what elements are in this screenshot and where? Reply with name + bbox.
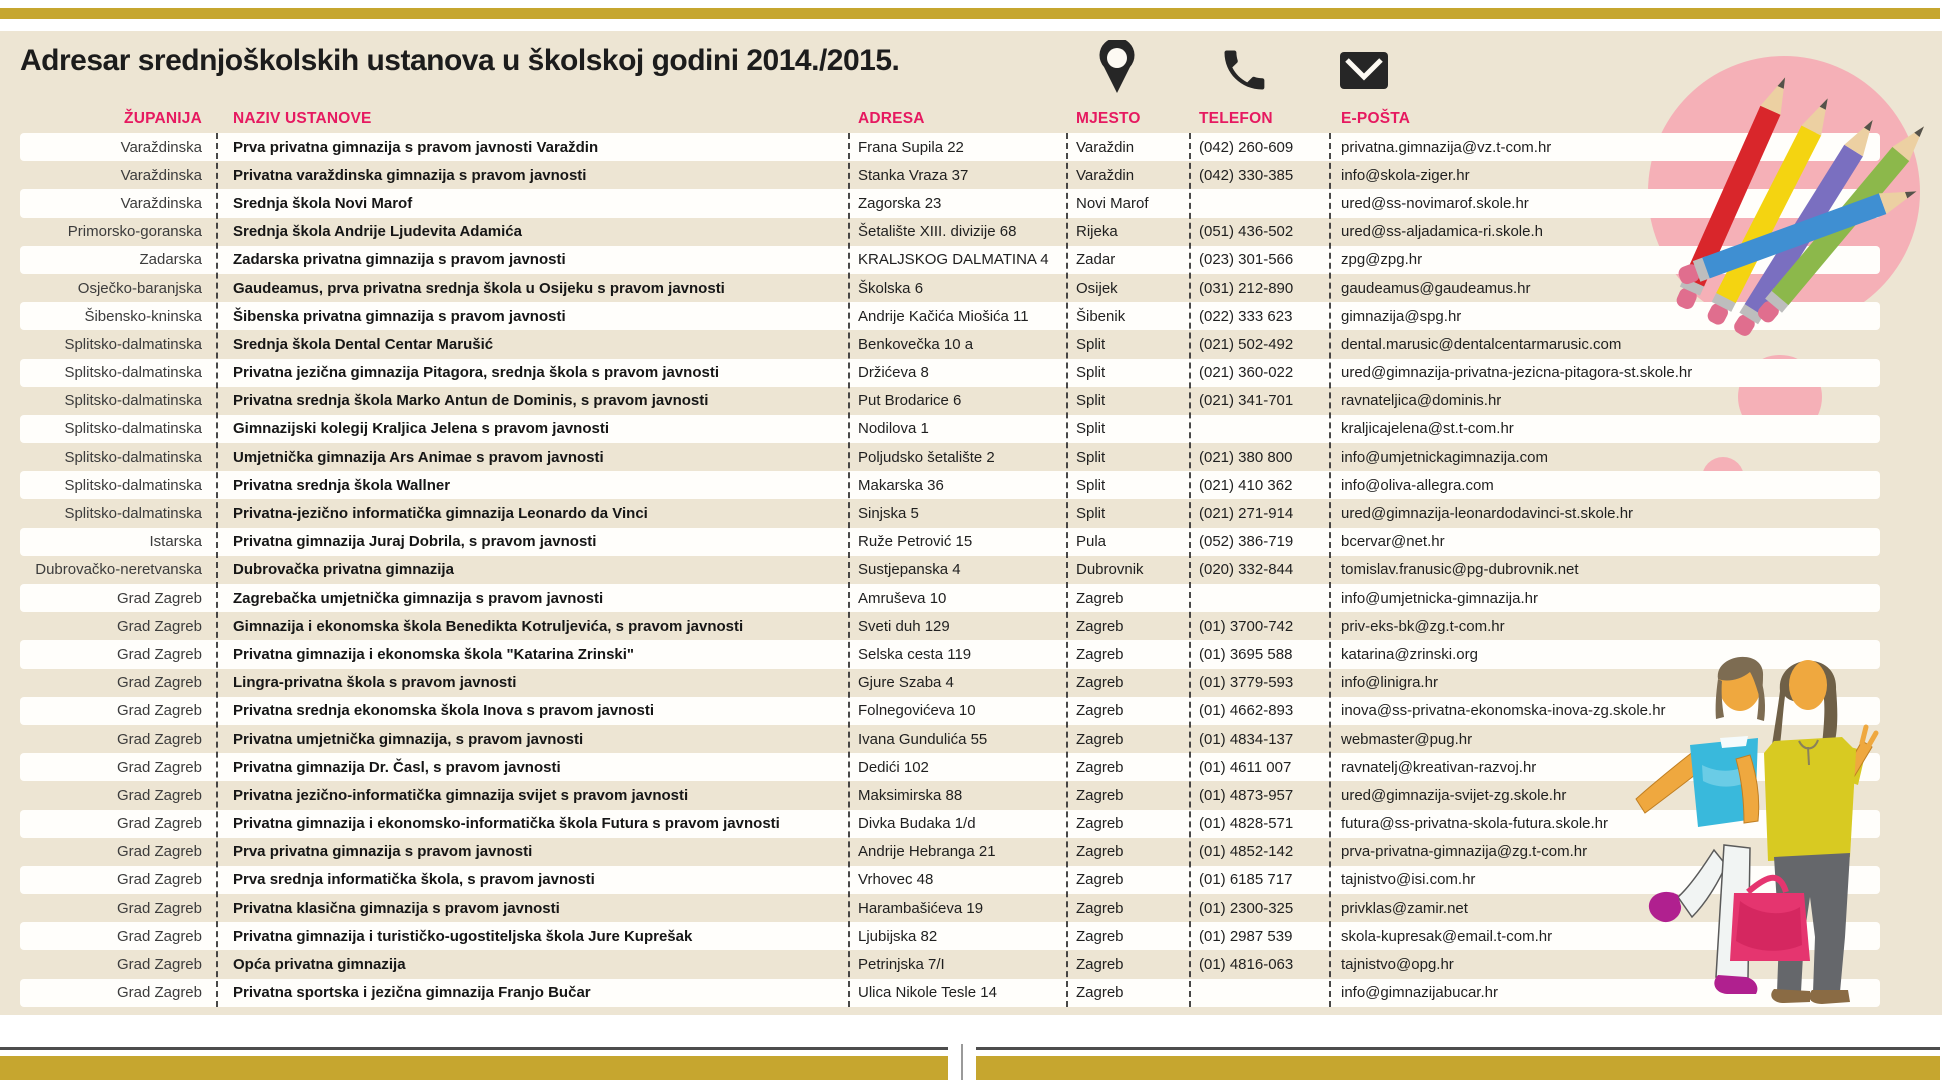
table-row bbox=[20, 556, 1880, 584]
cell-naziv: Privatna srednja škola Wallner bbox=[233, 476, 451, 494]
cell-zupanija: Grad Zagreb bbox=[116, 786, 202, 804]
cell-telefon: (051) 436-502 bbox=[1199, 223, 1294, 241]
cell-zupanija: Grad Zagreb bbox=[116, 589, 202, 607]
cell-zupanija: Grad Zagreb bbox=[116, 899, 202, 917]
table-row bbox=[20, 866, 1880, 894]
cell-telefon: (01) 2300-325 bbox=[1199, 899, 1294, 917]
cell-eposta: inova@ss-privatna-ekonomska-inova-zg.skole.hr bbox=[1341, 702, 1666, 720]
bottom-gold-bar-right bbox=[976, 1056, 1940, 1080]
cell-eposta: tajnistvo@isi.com.hr bbox=[1341, 871, 1476, 889]
cell-telefon: (022) 333 623 bbox=[1199, 307, 1293, 325]
cell-naziv: Privatna jezična gimnazija Pitagora, srednja škola s pravom javnosti bbox=[233, 364, 720, 382]
table-row bbox=[20, 584, 1880, 612]
cell-mjesto: Split bbox=[1076, 476, 1106, 494]
cell-naziv: Umjetnička gimnazija Ars Animae s pravom javnosti bbox=[233, 448, 604, 466]
table-row bbox=[20, 922, 1880, 950]
cell-eposta: skola-kupresak@email.t-com.hr bbox=[1341, 927, 1553, 945]
table-body bbox=[20, 133, 1880, 1007]
cell-naziv: Privatna gimnazija Juraj Dobrila, s pravom javnosti bbox=[233, 533, 597, 551]
cell-adresa: Ljubijska 82 bbox=[858, 927, 938, 945]
cell-mjesto: Zagreb bbox=[1076, 589, 1124, 607]
cell-zupanija: Splitsko-dalmatinska bbox=[64, 448, 202, 466]
cell-eposta: privklas@zamir.net bbox=[1341, 899, 1468, 917]
cell-adresa: Andrije Kačića Miošića 11 bbox=[858, 307, 1029, 325]
cell-telefon: (021) 271-914 bbox=[1199, 505, 1294, 523]
cell-zupanija: Grad Zagreb bbox=[116, 815, 202, 833]
cell-naziv: Privatna srednja škola Marko Antun de Dominis, s pravom javnosti bbox=[233, 392, 709, 410]
cell-eposta: kraljicajelena@st.t-com.hr bbox=[1341, 420, 1514, 438]
table-row bbox=[20, 810, 1880, 838]
cell-zupanija: Splitsko-dalmatinska bbox=[64, 476, 202, 494]
cell-eposta: ured@ss-aljadamica-ri.skole.h bbox=[1341, 223, 1543, 241]
bottom-rule-left bbox=[0, 1047, 948, 1050]
cell-telefon: (01) 6185 717 bbox=[1199, 871, 1293, 889]
cell-eposta: info@oliva-allegra.com bbox=[1341, 476, 1494, 494]
cell-eposta: info@umjetnicka-gimnazija.hr bbox=[1341, 589, 1538, 607]
pencils-illustration bbox=[1630, 30, 1957, 365]
cell-mjesto: Varaždin bbox=[1076, 166, 1135, 184]
col-header-eposta: E-POŠTA bbox=[1341, 110, 1411, 127]
top-gold-bar bbox=[0, 8, 1940, 19]
cell-mjesto: Split bbox=[1076, 335, 1106, 353]
cell-mjesto: Zagreb bbox=[1076, 617, 1124, 635]
cell-eposta: gimnazija@spg.hr bbox=[1341, 307, 1462, 325]
column-divider bbox=[848, 133, 850, 1007]
cell-adresa: Ivana Gundulića 55 bbox=[858, 730, 988, 748]
cell-eposta: ravnatelj@kreativan-razvoj.hr bbox=[1341, 758, 1537, 776]
cell-zupanija: Grad Zagreb bbox=[116, 730, 202, 748]
cell-adresa: Školska 6 bbox=[858, 279, 924, 297]
cell-adresa: Stanka Vraza 37 bbox=[858, 166, 969, 184]
cell-naziv: Privatna varaždinska gimnazija s pravom javnosti bbox=[233, 166, 587, 184]
cell-zupanija: Splitsko-dalmatinska bbox=[64, 335, 202, 353]
phone-icon bbox=[1218, 44, 1270, 101]
cell-naziv: Opća privatna gimnazija bbox=[233, 956, 406, 974]
table-row bbox=[20, 838, 1880, 866]
cell-eposta: gaudeamus@gaudeamus.hr bbox=[1341, 279, 1531, 297]
cell-adresa: Folnegovićeva 10 bbox=[858, 702, 976, 720]
cell-telefon: (052) 386-719 bbox=[1199, 533, 1294, 551]
cell-naziv: Srednja škola Novi Marof bbox=[233, 194, 413, 212]
column-divider bbox=[216, 133, 218, 1007]
cell-telefon: (031) 212-890 bbox=[1199, 279, 1294, 297]
cell-naziv: Privatna gimnazija i turističko-ugostiteljska škola Jure Kuprešak bbox=[233, 927, 693, 945]
cell-adresa: Put Brodarice 6 bbox=[858, 392, 962, 410]
column-divider bbox=[1189, 133, 1191, 1007]
page-title: Adresar srednjoškolskih ustanova u školskoj godini 2014./2015. bbox=[20, 44, 900, 77]
cell-adresa: Sustjepanska 4 bbox=[858, 561, 961, 579]
cell-adresa: Sinjska 5 bbox=[858, 505, 919, 523]
cell-naziv: Lingra-privatna škola s pravom javnosti bbox=[233, 674, 517, 692]
cell-zupanija: Grad Zagreb bbox=[116, 617, 202, 635]
cell-naziv: Prva srednja informatička škola, s pravom javnosti bbox=[233, 871, 595, 889]
table-row bbox=[20, 471, 1880, 499]
cell-telefon: (042) 330-385 bbox=[1199, 166, 1294, 184]
cell-naziv: Prva privatna gimnazija s pravom javnosti bbox=[233, 843, 533, 861]
col-header-zupanija: ŽUPANIJA bbox=[124, 110, 202, 127]
cell-zupanija: Splitsko-dalmatinska bbox=[64, 505, 202, 523]
students-illustration bbox=[1628, 645, 1920, 1012]
cell-mjesto: Zagreb bbox=[1076, 899, 1124, 917]
table-row bbox=[20, 612, 1880, 640]
cell-naziv: Šibenska privatna gimnazija s pravom javnosti bbox=[233, 307, 566, 325]
cell-naziv: Dubrovačka privatna gimnazija bbox=[233, 561, 454, 579]
cell-telefon: (021) 380 800 bbox=[1199, 448, 1293, 466]
cell-telefon: (021) 410 362 bbox=[1199, 476, 1293, 494]
cell-telefon: (01) 4662-893 bbox=[1199, 702, 1294, 720]
cell-zupanija: Grad Zagreb bbox=[116, 702, 202, 720]
cell-telefon bbox=[1189, 979, 1329, 1007]
table-row bbox=[20, 359, 1880, 387]
cell-zupanija: Grad Zagreb bbox=[116, 984, 202, 1002]
bottom-rule-right bbox=[976, 1047, 1940, 1050]
cell-telefon: (020) 332-844 bbox=[1199, 561, 1294, 579]
cell-adresa: Šetalište XIII. divizije 68 bbox=[858, 223, 1017, 241]
cell-zupanija: Šibensko-kninska bbox=[84, 307, 202, 325]
cell-adresa: Andrije Hebranga 21 bbox=[858, 843, 996, 861]
cell-naziv: Zadarska privatna gimnazija s pravom javnosti bbox=[233, 251, 566, 269]
cell-zupanija: Grad Zagreb bbox=[116, 758, 202, 776]
table-row bbox=[20, 387, 1880, 415]
col-header-naziv: NAZIV USTANOVE bbox=[233, 110, 372, 127]
table-row bbox=[20, 781, 1880, 809]
table-row bbox=[20, 499, 1880, 527]
cell-zupanija: Grad Zagreb bbox=[116, 674, 202, 692]
cell-zupanija: Splitsko-dalmatinska bbox=[64, 364, 202, 382]
column-divider bbox=[1066, 133, 1068, 1007]
cell-telefon: (021) 360-022 bbox=[1199, 364, 1294, 382]
cell-telefon bbox=[1189, 415, 1329, 443]
cell-eposta: dental.marusic@dentalcentarmarusic.com bbox=[1341, 335, 1622, 353]
cell-adresa: Divka Budaka 1/d bbox=[858, 815, 976, 833]
cell-mjesto: Zagreb bbox=[1076, 871, 1124, 889]
cell-zupanija: Zadarska bbox=[139, 251, 202, 269]
cell-zupanija: Dubrovačko-neretvanska bbox=[35, 561, 202, 579]
cell-mjesto: Zagreb bbox=[1076, 702, 1124, 720]
cell-zupanija: Varaždinska bbox=[120, 194, 202, 212]
cell-adresa: Poljudsko šetalište 2 bbox=[858, 448, 995, 466]
table-row bbox=[20, 528, 1880, 556]
cell-mjesto: Zagreb bbox=[1076, 730, 1124, 748]
cell-mjesto: Zagreb bbox=[1076, 786, 1124, 804]
cell-adresa: KRALJSKOG DALMATINA 4 bbox=[858, 251, 1049, 269]
cell-zupanija: Grad Zagreb bbox=[116, 956, 202, 974]
cell-eposta: info@skola-ziger.hr bbox=[1341, 166, 1470, 184]
table-row bbox=[20, 669, 1880, 697]
cell-zupanija: Varaždinska bbox=[120, 166, 202, 184]
cell-mjesto: Split bbox=[1076, 364, 1106, 382]
cell-telefon: (021) 341-701 bbox=[1199, 392, 1294, 410]
table-row bbox=[20, 246, 1880, 274]
table-row bbox=[20, 443, 1880, 471]
cell-eposta: katarina@zrinski.org bbox=[1341, 645, 1478, 663]
cell-adresa: Sveti duh 129 bbox=[858, 617, 950, 635]
cell-mjesto: Zadar bbox=[1076, 251, 1116, 269]
col-header-telefon: TELEFON bbox=[1199, 110, 1273, 127]
cell-telefon: (01) 4873-957 bbox=[1199, 786, 1294, 804]
cell-naziv: Gaudeamus, prva privatna srednja škola u Osijeku s pravom javnosti bbox=[233, 279, 725, 297]
column-divider bbox=[1329, 133, 1331, 1007]
cell-mjesto: Split bbox=[1076, 505, 1106, 523]
cell-eposta: zpg@zpg.hr bbox=[1341, 251, 1423, 269]
cell-telefon bbox=[1189, 189, 1329, 217]
cell-eposta: ured@gimnazija-svijet-zg.skole.hr bbox=[1341, 786, 1567, 804]
table-row bbox=[20, 979, 1880, 1007]
cell-eposta: ured@gimnazija-leonardodavinci-st.skole.hr bbox=[1341, 505, 1634, 523]
cell-zupanija: Varaždinska bbox=[120, 138, 202, 156]
location-pin-icon bbox=[1098, 40, 1136, 99]
cell-eposta: ravnateljica@dominis.hr bbox=[1341, 392, 1502, 410]
cell-adresa: Zagorska 23 bbox=[858, 194, 942, 212]
cell-mjesto: Zagreb bbox=[1076, 984, 1124, 1002]
cell-telefon: (021) 502-492 bbox=[1199, 335, 1294, 353]
cell-mjesto: Šibenik bbox=[1076, 307, 1126, 325]
cell-adresa: Selska cesta 119 bbox=[858, 645, 972, 663]
cell-zupanija: Osječko-baranjska bbox=[77, 279, 202, 297]
cell-mjesto: Split bbox=[1076, 420, 1106, 438]
cell-mjesto: Zagreb bbox=[1076, 674, 1124, 692]
cell-naziv: Privatna srednja ekonomska škola Inova s pravom javnosti bbox=[233, 702, 655, 720]
cell-naziv: Gimnazija i ekonomska škola Benedikta Kotruljevića, s pravom javnosti bbox=[233, 617, 744, 635]
center-fold-mark bbox=[961, 1044, 963, 1080]
schools-table bbox=[20, 105, 1880, 1007]
table-row bbox=[20, 753, 1880, 781]
cell-eposta: info@linigra.hr bbox=[1341, 674, 1438, 692]
cell-eposta: prva-privatna-gimnazija@zg.t-com.hr bbox=[1341, 843, 1588, 861]
cell-mjesto: Zagreb bbox=[1076, 815, 1124, 833]
cell-telefon bbox=[1189, 584, 1329, 612]
table-row bbox=[20, 274, 1880, 302]
cell-eposta: ured@gimnazija-privatna-jezicna-pitagora-st.skole.hr bbox=[1341, 364, 1693, 382]
cell-adresa: Dedići 102 bbox=[858, 758, 929, 776]
cell-telefon: (01) 4852-142 bbox=[1199, 843, 1294, 861]
cell-telefon: (01) 3695 588 bbox=[1199, 645, 1293, 663]
cell-zupanija: Grad Zagreb bbox=[116, 645, 202, 663]
table-row bbox=[20, 950, 1880, 978]
cell-eposta: info@umjetnickagimnazija.com bbox=[1341, 448, 1548, 466]
cell-eposta: futura@ss-privatna-skola-futura.skole.hr bbox=[1341, 815, 1608, 833]
cell-telefon: (01) 4834-137 bbox=[1199, 730, 1294, 748]
cell-adresa: Petrinjska 7/I bbox=[858, 956, 945, 974]
table-row bbox=[20, 697, 1880, 725]
cell-mjesto: Novi Marof bbox=[1076, 194, 1149, 212]
cell-mjesto: Zagreb bbox=[1076, 645, 1124, 663]
table-row bbox=[20, 640, 1880, 668]
cell-telefon: (042) 260-609 bbox=[1199, 138, 1294, 156]
cell-telefon: (01) 4828-571 bbox=[1199, 815, 1294, 833]
cell-adresa: Držićeva 8 bbox=[858, 364, 929, 382]
cell-naziv: Srednja škola Andrije Ljudevita Adamića bbox=[233, 223, 522, 241]
cell-mjesto: Split bbox=[1076, 392, 1106, 410]
cell-naziv: Privatna klasična gimnazija s pravom javnosti bbox=[233, 899, 560, 917]
cell-eposta: priv-eks-bk@zg.t-com.hr bbox=[1341, 617, 1505, 635]
cell-naziv: Privatna-jezično informatička gimnazija Leonardo da Vinci bbox=[233, 505, 648, 523]
table-row bbox=[20, 189, 1880, 217]
cell-zupanija: Splitsko-dalmatinska bbox=[64, 420, 202, 438]
cell-mjesto: Split bbox=[1076, 448, 1106, 466]
cell-mjesto: Dubrovnik bbox=[1076, 561, 1144, 579]
cell-adresa: Benkovečka 10 a bbox=[858, 335, 974, 353]
cell-naziv: Privatna sportska i jezična gimnazija Franjo Bučar bbox=[233, 984, 591, 1002]
envelope-icon bbox=[1340, 52, 1388, 94]
table-row bbox=[20, 218, 1880, 246]
cell-naziv: Privatna umjetnička gimnazija, s pravom javnosti bbox=[233, 730, 584, 748]
cell-mjesto: Rijeka bbox=[1076, 223, 1118, 241]
bottom-gold-bar-left bbox=[0, 1056, 948, 1080]
table-row bbox=[20, 894, 1880, 922]
cell-zupanija: Splitsko-dalmatinska bbox=[64, 392, 202, 410]
cell-naziv: Privatna gimnazija i ekonomsko-informatička škola Futura s pravom javnosti bbox=[233, 815, 780, 833]
cell-telefon: (01) 3700-742 bbox=[1199, 617, 1294, 635]
cell-mjesto: Osijek bbox=[1076, 279, 1118, 297]
cell-adresa: Ruže Petrović 15 bbox=[858, 533, 973, 551]
cell-naziv: Privatna jezično-informatička gimnazija svijet s pravom javnosti bbox=[233, 786, 689, 804]
cell-adresa: Ulica Nikole Tesle 14 bbox=[858, 984, 997, 1002]
cell-mjesto: Zagreb bbox=[1076, 758, 1124, 776]
cell-eposta: bcervar@net.hr bbox=[1341, 533, 1445, 551]
cell-naziv: Privatna gimnazija Dr. Časl, s pravom javnosti bbox=[233, 758, 561, 776]
table-header-row bbox=[20, 105, 1880, 133]
cell-zupanija: Grad Zagreb bbox=[116, 843, 202, 861]
cell-mjesto: Zagreb bbox=[1076, 956, 1124, 974]
table-row bbox=[20, 415, 1880, 443]
table-row bbox=[20, 725, 1880, 753]
cell-adresa: Makarska 36 bbox=[858, 476, 944, 494]
cell-mjesto: Varaždin bbox=[1076, 138, 1135, 156]
cell-naziv: Privatna gimnazija i ekonomska škola "Katarina Zrinski" bbox=[233, 645, 635, 663]
cell-zupanija: Primorsko-goranska bbox=[67, 223, 202, 241]
table-row bbox=[20, 330, 1880, 358]
cell-zupanija: Grad Zagreb bbox=[116, 927, 202, 945]
table-row bbox=[20, 161, 1880, 189]
cell-naziv: Zagrebačka umjetnička gimnazija s pravom javnosti bbox=[233, 589, 604, 607]
cell-adresa: Maksimirska 88 bbox=[858, 786, 963, 804]
cell-eposta: tajnistvo@opg.hr bbox=[1341, 956, 1454, 974]
cell-mjesto: Pula bbox=[1076, 533, 1107, 551]
cell-eposta: webmaster@pug.hr bbox=[1341, 730, 1473, 748]
cell-adresa: Harambašićeva 19 bbox=[858, 899, 984, 917]
table-row bbox=[20, 133, 1880, 161]
cell-naziv: Gimnazijski kolegij Kraljica Jelena s pravom javnosti bbox=[233, 420, 609, 438]
cell-adresa: Frana Supila 22 bbox=[858, 138, 964, 156]
cell-eposta: ured@ss-novimarof.skole.hr bbox=[1341, 194, 1529, 212]
col-header-mjesto: MJESTO bbox=[1076, 110, 1141, 127]
col-header-adresa: ADRESA bbox=[858, 110, 925, 127]
table-row bbox=[20, 302, 1880, 330]
cell-zupanija: Istarska bbox=[149, 533, 202, 551]
cell-naziv: Prva privatna gimnazija s pravom javnosti Varaždin bbox=[233, 138, 599, 156]
cell-adresa: Vrhovec 48 bbox=[858, 871, 934, 889]
cell-telefon: (01) 3779-593 bbox=[1199, 674, 1294, 692]
cell-eposta: tomislav.franusic@pg-dubrovnik.net bbox=[1341, 561, 1579, 579]
cell-mjesto: Zagreb bbox=[1076, 843, 1124, 861]
cell-telefon: (01) 2987 539 bbox=[1199, 927, 1293, 945]
cell-mjesto: Zagreb bbox=[1076, 927, 1124, 945]
cell-eposta: info@gimnazijabucar.hr bbox=[1341, 984, 1498, 1002]
cell-zupanija: Grad Zagreb bbox=[116, 871, 202, 889]
cell-telefon: (01) 4816-063 bbox=[1199, 956, 1294, 974]
cell-eposta: privatna.gimnazija@vz.t-com.hr bbox=[1341, 138, 1552, 156]
cell-telefon: (023) 301-566 bbox=[1199, 251, 1294, 269]
cell-adresa: Amruševa 10 bbox=[858, 589, 947, 607]
cell-adresa: Nodilova 1 bbox=[858, 420, 929, 438]
cell-adresa: Gjure Szaba 4 bbox=[858, 674, 954, 692]
cell-telefon: (01) 4611 007 bbox=[1199, 758, 1292, 776]
cell-naziv: Srednja škola Dental Centar Marušić bbox=[233, 335, 494, 353]
